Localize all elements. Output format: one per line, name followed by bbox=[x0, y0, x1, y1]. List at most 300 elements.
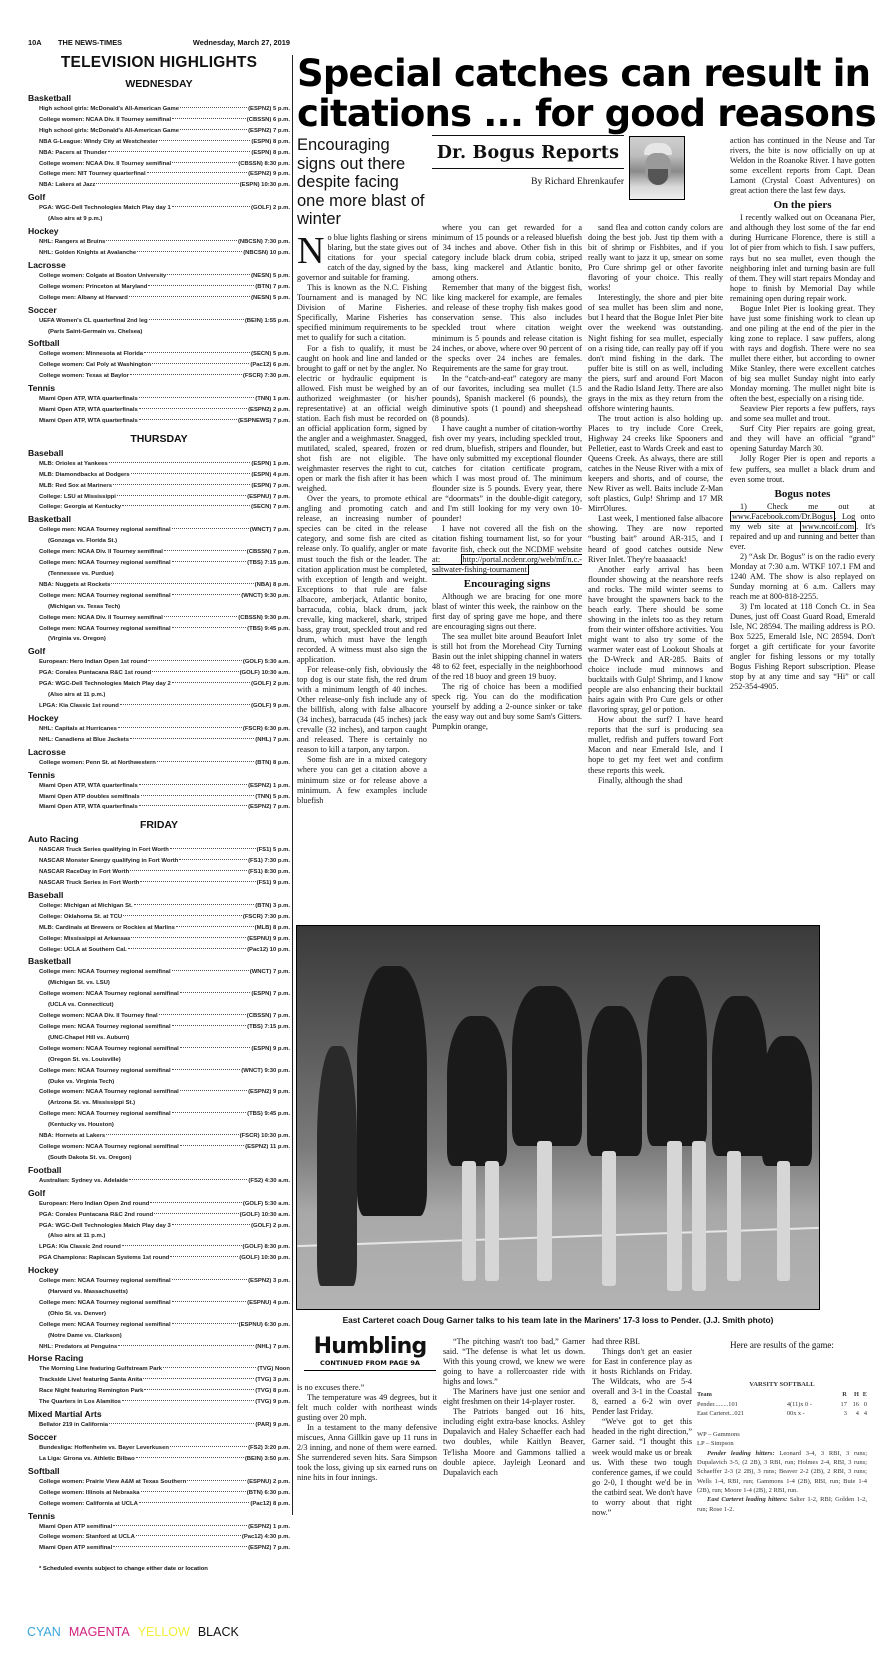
listing-event: College women: NCAA Tourney regional semifinal bbox=[39, 991, 179, 998]
listing-row bbox=[28, 967, 290, 978]
listing-event: La Liga: Girona vs. Athletic Bilbao bbox=[39, 1455, 135, 1462]
listing-event: College men: NIT Tourney quarterfinal bbox=[39, 171, 146, 178]
leader-dots bbox=[136, 1457, 244, 1458]
headline: Special catches can result in citations ... for good reasons bbox=[297, 52, 876, 135]
leader-dots bbox=[139, 408, 247, 409]
listing-event: PGA: WGC-Dell Technologies Match Play day 1 bbox=[39, 205, 171, 212]
listing-row bbox=[28, 1066, 290, 1077]
listing-channel-time: (BTN) 7 p.m. bbox=[255, 283, 290, 290]
listing-channel-time: (FSCR) 7:30 p.m. bbox=[242, 373, 290, 380]
player-figure bbox=[712, 996, 767, 1156]
listing-row bbox=[28, 1454, 290, 1465]
article-column-3 bbox=[588, 223, 723, 786]
leader-dots bbox=[172, 528, 249, 529]
listing-event: College men: NCAA Tourney regional semifinal bbox=[39, 592, 171, 599]
article-paragraph: Seaview Pier reports a few puffers, rays and some sea mullet and trout. bbox=[730, 404, 875, 424]
listing-channel-time: (ESPN2) 11 p.m. bbox=[245, 1143, 290, 1150]
listing-row bbox=[28, 1221, 290, 1232]
article-paragraph: where you can get rewarded for a minimum of 15 pounds or a released bluefish of 34 inches and above. Other fish in this category include black drum cobia, striped bass, king mackerel and Atlantic bonito, among others. bbox=[432, 223, 582, 283]
listing-event: College women: Texas at Baylor bbox=[39, 373, 129, 380]
listing-event: NASCAR Monster Energy qualifying in Fort Worth bbox=[39, 858, 179, 865]
sport-heading: Golf bbox=[28, 192, 46, 203]
listing-row bbox=[28, 701, 290, 712]
listing-event: MLB: Orioles at Yankees bbox=[39, 460, 108, 467]
continued-from: CONTINUED FROM PAGE 9A bbox=[304, 1359, 436, 1371]
listing-event: NHL: Capitals at Hurricanes bbox=[39, 725, 117, 732]
player-figure bbox=[762, 1036, 812, 1166]
leader-dots bbox=[134, 904, 255, 905]
listing-event: The Morning Line featuring Gulfstream Park bbox=[39, 1366, 163, 1373]
listing-channel-time: (GOLF) 2 p.m. bbox=[251, 1222, 290, 1229]
leader-dots bbox=[147, 172, 248, 173]
listing-channel-time: (WNCT) 9:30 p.m. bbox=[241, 592, 290, 599]
listing-row bbox=[28, 867, 290, 878]
leader-dots bbox=[109, 462, 251, 463]
leader-dots bbox=[118, 727, 242, 728]
listing-note: (Paris Saint-Germain vs. Chelsea) bbox=[48, 328, 143, 335]
listing-event: MLB: Cardinals at Brewers or Rockies at Marlins bbox=[39, 924, 175, 931]
listing-row bbox=[28, 613, 290, 624]
article-paragraph: Last week, I mentioned false albacore showing. They are now reported “busting bait” around AR-315, and I heard of good catches outside New River Inlet. They're baaaaack! bbox=[588, 514, 723, 564]
article-paragraph: Bogue Inlet Pier is looking great. They have just some finishing work to clean up and one piling at the end of the pier in the king zone to replace. I saw puffers, along with rays and dogfish. There were no sea mullet there either, but according to owner Mike Stanley, there were excellent catches of big sea mullet Sunday night into early Monday morning. The mullet night bite is often the best, especially on a rising tide. bbox=[730, 303, 875, 404]
listing-row bbox=[28, 203, 290, 214]
listing-row bbox=[28, 1499, 290, 1510]
byline: By Richard Ehrenkaufer bbox=[531, 177, 624, 187]
listing-channel-time: (TBS) 7:15 p.m. bbox=[247, 1024, 290, 1030]
listing-channel-time: (MLB) 8 p.m. bbox=[254, 924, 290, 931]
website-link[interactable]: www.ncoif.com bbox=[801, 521, 855, 531]
leader-dots bbox=[149, 319, 244, 320]
jump-head bbox=[304, 1336, 436, 1371]
masthead bbox=[28, 38, 290, 47]
humbling-column-2 bbox=[443, 1337, 585, 1478]
listing-event: Miami Open ATP semifinal bbox=[39, 1523, 113, 1530]
listing-event: European: Hero Indian Open 2nd round bbox=[39, 1200, 150, 1207]
listing-channel-time: (TBS) 9:45 p.m. bbox=[247, 1111, 290, 1118]
leader-dots bbox=[180, 992, 251, 993]
listing-event: Miami Open ATP doubles semifinals bbox=[39, 793, 140, 800]
leader-dots bbox=[123, 915, 242, 916]
winning-pitcher: WP – Gammons bbox=[697, 1431, 740, 1439]
sport-heading: Lacrosse bbox=[28, 746, 66, 757]
line-score-row: Pender.........101 4(11)x 0 - 17 16 0 bbox=[697, 1400, 867, 1408]
leader-dots bbox=[172, 162, 237, 163]
listing-channel-time: (SECN) 5 p.m. bbox=[251, 351, 290, 358]
listing-row bbox=[28, 668, 290, 679]
listing-channel-time: (CBSSN) 9:30 p.m. bbox=[238, 614, 290, 621]
listing-event: College women: NCAA Div. II Tourney final bbox=[39, 1013, 158, 1020]
box-score-title: VARSITY SOFTBALL bbox=[749, 1381, 815, 1388]
listing-channel-time: (ESPN2) 3 p.m. bbox=[248, 1278, 290, 1285]
leader-dots bbox=[117, 495, 246, 496]
sport-heading: Horse Racing bbox=[28, 1353, 84, 1364]
leader-dots bbox=[170, 848, 256, 849]
cmyk-registration bbox=[27, 1625, 239, 1639]
listing-event: LPGA: Kia Classic 1st round bbox=[39, 702, 119, 709]
losing-pitcher: LP – Simpson bbox=[697, 1440, 734, 1448]
leader-dots bbox=[141, 795, 255, 796]
listing-channel-time: (TNN) 5 p.m. bbox=[255, 793, 290, 800]
listing-channel-time: (ESPN) 8 p.m. bbox=[251, 138, 290, 145]
sport-heading: Tennis bbox=[28, 1510, 56, 1521]
results-intro: Here are results of the game: bbox=[730, 1340, 834, 1350]
listing-row bbox=[28, 180, 290, 191]
line-score-table bbox=[697, 1390, 867, 1418]
line-score-header bbox=[697, 1390, 867, 1399]
listing-channel-time: (CBSSN) 6 p.m. bbox=[246, 116, 290, 123]
listing-event: Bellator 219 in California bbox=[39, 1422, 109, 1429]
article-paragraph: “We've got to get this headed in the right direction,” Garner said. “I thought this week would make us or break us. With these two tough conference games, if we could go 2-0, I thought we'd be in the catbird seat. We don't have to worry about that right now.” bbox=[592, 1417, 692, 1517]
article-paragraph: This is known as the N.C. Fishing Tournament and is managed by NC Division of Marine Fisheries. Specifically, Marine Fisheries has specified minimum requirements to be met to qualify for such a citation. bbox=[297, 283, 427, 343]
leader-dots bbox=[148, 285, 254, 286]
lead-text: o blue lights flashing or sirens blaring, but the state gives out citations for your special catch of the day, signed by the governor and suitable for framing. bbox=[297, 233, 427, 283]
listing-row bbox=[28, 470, 290, 481]
page-number: 10A bbox=[28, 38, 42, 47]
listing-event: Race Night featuring Remington Park bbox=[39, 1388, 144, 1395]
article-paragraph: The Mariners have just one senior and eight freshmen on their 14-player roster. bbox=[443, 1387, 585, 1407]
listing-event: MLB: Diamondbacks at Dodgers bbox=[39, 471, 130, 478]
article-paragraph: Over the years, to promote ethical angling and promoting catch and release, an increasing number of species can be cited in the release category, and some fish are cited as release only. To qualify, angler or mate must touch the fish or the leader. The citation application must be completed, with exception of length and weight. Exceptions to that rule are false albacore, amberjack, Atlantic bonito, barracuda, cobia, black drum, jack crevalle, king mackerel, shark, striped bass, gray trout, speckled trout and red drum, which must have the length recorded. A witness must also sign the application. bbox=[297, 494, 427, 664]
listing-row bbox=[28, 525, 290, 536]
article-paragraph: For a fish to qualify, it must be caught on hook and line and landed or brought to gaff or net by the angler. No electric or hydraulic equipment is allowed. Fish must be weighed by an authorized weighmaster (or his/her representative) at an official weigh station. Each fish must be recorded on an official application form, signed by the angler and a weighmaster. Snagged, mutilated, scaled, speared, frozen or shot fish are not eligible. The weighmaster reserves the right to cut, open or mark the fish after it has been weighed. bbox=[297, 343, 427, 494]
listing-channel-time: (GOLF) 2 p.m. bbox=[251, 205, 290, 212]
listing-event: Miami Open ATP, WTA quarterfinals bbox=[39, 782, 138, 789]
article-paragraph: The temperature was 49 degrees, but it felt much colder with northeast winds gusting over 20 mph. bbox=[297, 1393, 437, 1423]
listing-note: (Harvard vs. Massachusetts) bbox=[48, 1289, 128, 1296]
listing-channel-time: (FS1) 7:30 p.m. bbox=[248, 858, 290, 865]
listing-row bbox=[28, 1210, 290, 1221]
sport-heading: Baseball bbox=[28, 447, 64, 458]
leader-dots bbox=[172, 682, 250, 683]
article-paragraph: The Patriots banged out 16 hits, including eight extra-base knocks. Ashley Dupalavich and Haley Schaeffer each had two doubles, while Kaitlyn Beaver, Te'lisha Moore and Gammons tallied a double apiece. Jayleigh Leonard and Dupalavich each bbox=[443, 1407, 585, 1477]
listing-channel-time: (FSCR) 6:30 p.m. bbox=[242, 725, 290, 732]
leg-shape bbox=[537, 1141, 552, 1281]
box-score bbox=[697, 1380, 867, 1514]
leader-dots bbox=[139, 397, 255, 398]
listing-row bbox=[28, 580, 290, 591]
listing-row bbox=[28, 912, 290, 923]
photo-caption: East Carteret coach Doug Garner talks to his team late in the Mariners' 17-3 loss to Pender. (J.J. Smith photo) bbox=[342, 1315, 774, 1325]
listing-event: European: Hero Indian Open 1st round bbox=[39, 659, 148, 666]
note-text: . Log onto my web site at bbox=[730, 511, 875, 531]
listing-channel-time: (GOLF) 5:30 a.m. bbox=[242, 659, 290, 666]
header-hits: H bbox=[854, 1391, 859, 1399]
listing-row bbox=[28, 481, 290, 492]
leg-shape bbox=[777, 1161, 790, 1281]
leader-dots bbox=[128, 948, 246, 949]
leader-dots bbox=[176, 926, 254, 927]
listing-row bbox=[28, 1477, 290, 1488]
leader-dots bbox=[137, 251, 242, 252]
listing-channel-time: (Pac12) 4:30 p.m. bbox=[241, 1534, 290, 1541]
listing-row bbox=[28, 1488, 290, 1499]
cmyk-label: YELLOW bbox=[137, 1625, 190, 1639]
listing-row bbox=[28, 547, 290, 558]
header-runs: R bbox=[842, 1391, 847, 1399]
listing-channel-time: (FS1) 5 p.m. bbox=[256, 847, 290, 854]
listing-event: NBA: Hornets at Lakers bbox=[39, 1133, 106, 1140]
listing-row bbox=[28, 371, 290, 382]
listing-event: College women: Prairie View A&M at Texas Southern bbox=[39, 1478, 187, 1485]
leader-dots bbox=[113, 1546, 247, 1547]
listing-row bbox=[28, 591, 290, 602]
paper-name: THE NEWS-TIMES bbox=[58, 38, 123, 47]
listing-channel-time: (NESN) 5 p.m. bbox=[251, 272, 290, 279]
leader-dots bbox=[131, 937, 246, 938]
listing-event: MLB: Red Sox at Mariners bbox=[39, 482, 112, 489]
listing-note: (Also airs at 9 p.m.) bbox=[48, 216, 103, 223]
listing-row bbox=[28, 1543, 290, 1554]
listing-channel-time: (ESPN2) 7 p.m. bbox=[248, 127, 290, 134]
header-team: Team bbox=[697, 1391, 712, 1399]
listing-channel-time: (FS1) 8:30 p.m. bbox=[248, 869, 290, 876]
listing-channel-time: (Pac12) 10 p.m. bbox=[247, 946, 290, 953]
leader-dots bbox=[131, 473, 251, 474]
listing-row bbox=[28, 137, 290, 148]
listing-event: PGA: WGC-Dell Technologies Match Play day 3 bbox=[39, 1222, 171, 1229]
listing-channel-time: (NBCSN) 7:30 p.m. bbox=[237, 239, 290, 246]
leader-dots bbox=[108, 151, 251, 152]
leader-dots bbox=[172, 561, 247, 562]
leader-dots bbox=[180, 129, 247, 130]
listing-channel-time: (GOLF) 10:30 p.m. bbox=[239, 1255, 290, 1262]
listing-event: College: UCLA at Southern Cal. bbox=[39, 946, 127, 953]
leader-dots bbox=[172, 970, 249, 971]
listing-event: College men: NCAA Tourney regional semifinal bbox=[39, 625, 171, 632]
listing-channel-time: (GOLF) 2 p.m. bbox=[251, 681, 290, 688]
article-paragraph bbox=[432, 524, 582, 574]
listing-note: (Virginia vs. Oregon) bbox=[48, 636, 106, 643]
tv-title: TELEVISION HIGHLIGHTS bbox=[60, 54, 258, 71]
listing-row bbox=[28, 1375, 290, 1386]
listing-row bbox=[28, 1022, 290, 1033]
article-paragraph: I recently walked out on Oceanana Pier, and although they lost some of the far end during Hurricane Florence, there is still a lot of pier from which to fish. I saw puffers, rays but no sea mullet, even though the neighboring inlet and turning basin are full of them. They will start repairs Monday and hope to finish by Memorial Day while remaining open during repair work. bbox=[730, 213, 875, 303]
leader-dots bbox=[164, 550, 246, 551]
leader-dots bbox=[122, 505, 250, 506]
listing-channel-time: (NBCSN) 10 p.m. bbox=[243, 249, 290, 256]
listing-channel-time: (ESPNU) 6:30 p.m. bbox=[238, 1321, 290, 1328]
listing-event: Miami Open ATP, WTA quarterfinals bbox=[39, 417, 138, 424]
listing-channel-time: (CBSSN) 7 p.m. bbox=[246, 1013, 290, 1020]
leader-dots bbox=[109, 1423, 254, 1424]
leader-dots bbox=[148, 660, 242, 661]
leader-dots bbox=[164, 616, 237, 617]
listing-row bbox=[28, 492, 290, 503]
author-photo bbox=[629, 136, 685, 200]
listing-event: College men: NCAA Tourney regional semifinal bbox=[39, 560, 171, 567]
listing-event: Miami Open ATP, WTA quarterfinals bbox=[39, 804, 138, 811]
leader-dots bbox=[106, 240, 237, 241]
listing-event: College: Oklahoma St. at TCU bbox=[39, 913, 123, 920]
listing-event: NHL: Rangers at Bruins bbox=[39, 239, 106, 246]
listing-row bbox=[28, 148, 290, 159]
listing-row bbox=[28, 802, 290, 813]
article-paragraph: Although we are bracing for one more blast of winter this week, the rainbow on the first day of spring gave me hope, and there are encouraging signs out there. bbox=[432, 591, 582, 631]
listing-channel-time: (TVG) 3 p.m. bbox=[255, 1377, 290, 1384]
listing-channel-time: (BTN) 6:30 p.m. bbox=[246, 1489, 290, 1496]
sport-heading: Softball bbox=[28, 338, 60, 349]
listing-channel-time: (FS2) 3:20 p.m. bbox=[248, 1445, 290, 1451]
listing-event: PGA Champions: Rapiscan Systems 1st round bbox=[39, 1255, 170, 1262]
listing-row bbox=[28, 459, 290, 470]
listing-channel-time: (Pac12) 6 p.m. bbox=[250, 362, 290, 369]
leader-dots bbox=[172, 1069, 241, 1070]
listing-channel-time: (ESPN2) 9 p.m. bbox=[248, 171, 290, 178]
drop-cap: N bbox=[297, 230, 325, 272]
listing-event: College: Georgia at Kentucky bbox=[39, 504, 122, 511]
listing-note: (Ohio St. vs. Denver) bbox=[48, 1310, 106, 1317]
player-figure bbox=[587, 1006, 642, 1156]
listing-event: NBA: Lakers at Jazz bbox=[39, 182, 96, 189]
line-score-row: East Carteret...021 00x x - 3 4 4 bbox=[697, 1409, 867, 1417]
listing-event: College women: NCAA Tourney regional semifinal bbox=[39, 1045, 179, 1052]
listing-row bbox=[28, 735, 290, 746]
leader-dots bbox=[180, 1145, 244, 1146]
listing-row bbox=[28, 1242, 290, 1253]
article-paragraph: For release-only fish, obviously the top dog is our state fish, the red drum with a minimum length of 40 inches. Other release-only fish include any of the billfish, along with false albacore (34 inches), barracuda (45 inches) jack crevalle (32 inches), and tarpon caught and released. There is certainly no reason to kill a tarpon, any tarpon. bbox=[297, 665, 427, 755]
listing-row bbox=[28, 349, 290, 360]
article-paragraph: Jolly Roger Pier is open and reports a few puffers, sea mullet a black drum and even some trout. bbox=[730, 454, 875, 484]
listing-note: (Michigan St. vs. LSU) bbox=[48, 980, 110, 987]
catcher-figure bbox=[317, 1046, 357, 1286]
leader-dots bbox=[152, 671, 238, 672]
listing-channel-time: (ESPN) 7 p.m. bbox=[251, 482, 290, 489]
leader-dots bbox=[129, 296, 250, 297]
ncdmf-link[interactable]: http://portal.ncdenr.org/web/mf/n.c.-saltwater-fishing-tournament bbox=[432, 554, 582, 574]
article-paragraph: The rig of choice has been a modified speck rig. You can do the modification yourself by adding a 2-ounce sinker or take the easy way out and buy some Sam's Gitters. Pumpkin orange, bbox=[432, 682, 582, 732]
listing-event: Miami Open ATP, WTA quarterfinals bbox=[39, 396, 138, 403]
listing-event: High school girls: McDonald's All-American Game bbox=[39, 127, 179, 134]
leader-dots bbox=[172, 1279, 248, 1280]
sport-heading: Basketball bbox=[28, 956, 71, 967]
listing-event: Miami Open ATP semifinal bbox=[39, 1545, 113, 1552]
note-text: 1) Check me out at bbox=[740, 501, 875, 511]
listing-row bbox=[28, 1131, 290, 1142]
listing-event: The Quarters in Los Alamitos bbox=[39, 1399, 121, 1406]
listing-event: College men: NCAA Tourney regional semifinal bbox=[39, 1111, 171, 1118]
leader-dots bbox=[139, 784, 247, 785]
listing-event: NASCAR Truck Series qualifying in Fort Worth bbox=[39, 847, 169, 854]
listing-channel-time: (TVG) Noon bbox=[257, 1366, 290, 1373]
listing-channel-time: (FSCR) 10:30 p.m. bbox=[239, 1133, 290, 1140]
subhead: Encouraging signs bbox=[463, 577, 551, 590]
leader-dots bbox=[136, 1535, 241, 1536]
listing-event: NHL: Predators at Penguins bbox=[39, 1343, 118, 1350]
sport-heading: Mixed Martial Arts bbox=[28, 1409, 102, 1420]
listing-event: College women: Princeton at Maryland bbox=[39, 283, 148, 290]
listing-channel-time: (ESPNU) 2 p.m. bbox=[247, 1478, 290, 1485]
listing-event: College: LSU at Mississippi bbox=[39, 493, 116, 500]
listing-event: College men: NCAA Tourney regional semifinal bbox=[39, 527, 171, 534]
listing-channel-time: (TVG) 8 p.m. bbox=[255, 1388, 290, 1395]
article-paragraph: In a testament to the many defensive miscues, Anna Gillkin gave up 11 runs in 2/3 inning, and none of them were earned. She surrendered seven hits. Sara Simpson took the loss, giving up six earned runs on nine hits in four innings. bbox=[297, 1423, 437, 1483]
sport-heading: Hockey bbox=[28, 1265, 59, 1276]
listing-note: (South Dakota St. vs. Oregon) bbox=[48, 1154, 132, 1161]
leader-dots bbox=[139, 1502, 250, 1503]
listing-row bbox=[28, 657, 290, 668]
listing-row bbox=[28, 901, 290, 912]
listing-event: NHL: Golden Knights at Avalanche bbox=[39, 249, 137, 256]
sport-heading: Tennis bbox=[28, 383, 56, 394]
listing-row bbox=[28, 1364, 290, 1375]
listing-channel-time: (NHL) 7 p.m. bbox=[255, 1343, 290, 1350]
listing-note: (Also airs at 11 p.m.) bbox=[48, 1233, 106, 1240]
leader-dots bbox=[118, 1345, 254, 1346]
sport-heading: Softball bbox=[28, 1465, 60, 1476]
listing-row bbox=[28, 1522, 290, 1533]
listing-note: (Arizona St. vs. Mississippi St.) bbox=[48, 1100, 136, 1107]
column-divider bbox=[292, 55, 293, 1515]
leader-dots bbox=[157, 761, 254, 762]
listing-row bbox=[28, 1443, 290, 1454]
listing-row bbox=[28, 758, 290, 769]
listing-channel-time: (GOLF) 9 p.m. bbox=[251, 702, 290, 709]
listing-channel-time: (FS1) 9 p.m. bbox=[256, 880, 290, 887]
listing-event: College: Mississippi at Arkansas bbox=[39, 935, 131, 942]
listing-row bbox=[28, 1044, 290, 1055]
leader-dots bbox=[150, 1202, 242, 1203]
header-errors: E bbox=[862, 1391, 867, 1399]
listing-event: NBA: Nuggets at Rockets bbox=[39, 581, 111, 588]
listing-row bbox=[28, 360, 290, 371]
listing-event: College women: NCAA Div. II Tourney semifinal bbox=[39, 160, 172, 167]
listing-event: College women: NCAA Tourney regional semifinal bbox=[39, 1089, 179, 1096]
tv-footnote: * Scheduled events subject to change either date or location bbox=[39, 1566, 208, 1573]
leader-dots bbox=[113, 484, 250, 485]
listing-channel-time: (GOLF) 10:30 a.m. bbox=[239, 1211, 290, 1218]
listing-channel-time: (ESPNU) 7 p.m. bbox=[247, 493, 290, 500]
article-paragraph: is no excuses there.” bbox=[297, 1383, 365, 1392]
listing-channel-time: (WNCT) 7 p.m. bbox=[249, 527, 290, 534]
leader-dots bbox=[139, 419, 237, 420]
listing-event: College women: Cal Poly at Washington bbox=[39, 362, 152, 369]
listing-event: Australian: Sydney vs. Adelaide bbox=[39, 1177, 129, 1184]
listing-row bbox=[28, 394, 290, 405]
listing-channel-time: (ESPNEWS) 7 p.m. bbox=[237, 417, 290, 424]
leader-dots bbox=[96, 183, 238, 184]
listing-channel-time: (GOLF) 8:30 p.m. bbox=[242, 1244, 290, 1251]
listing-row bbox=[28, 1320, 290, 1331]
listing-channel-time: (BEIN) 3:50 p.m. bbox=[244, 1455, 290, 1462]
sport-heading: Hockey bbox=[28, 226, 59, 237]
listing-event: NASCAR RaceDay in Fort Worth bbox=[39, 869, 130, 876]
leader-dots bbox=[180, 107, 247, 108]
article-paragraph: The sea mullet bite around Beaufort Inlet is still hot from the Morehead City Turning Basin out the inlet shipping channel in waters 48 to 62 feet, especially in the neighborhood of the red 18 buoy and green 19 buoy. bbox=[432, 631, 582, 682]
subhead: On the piers bbox=[773, 199, 832, 212]
note-1 bbox=[730, 502, 875, 552]
listing-row bbox=[28, 624, 290, 635]
cmyk-label: CYAN bbox=[27, 1625, 61, 1639]
day-heading: FRIDAY bbox=[139, 819, 179, 832]
sport-heading: Soccer bbox=[28, 304, 57, 315]
leader-dots bbox=[122, 1400, 254, 1401]
facebook-link[interactable]: www.Facebook.com/Dr.Bogus bbox=[732, 511, 833, 521]
listing-event: NBA: Pacers at Thunder bbox=[39, 149, 107, 156]
listing-event: NASCAR Truck Series in Fort Worth bbox=[39, 880, 140, 887]
subhead: Bogus notes bbox=[774, 487, 831, 500]
leader-dots bbox=[179, 859, 247, 860]
listing-row bbox=[28, 1420, 290, 1431]
listing-row bbox=[28, 781, 290, 792]
listing-row bbox=[28, 845, 290, 856]
logo-rule-bottom bbox=[432, 168, 624, 169]
listing-event: College men: NCAA Div. II Tourney semifinal bbox=[39, 614, 163, 621]
listing-event: College: Michigan at Michigan St. bbox=[39, 902, 133, 909]
leader-dots bbox=[143, 1378, 254, 1379]
leader-dots bbox=[139, 805, 247, 806]
listing-event: UEFA Women's CL quarterfinal 2nd leg bbox=[39, 317, 148, 324]
listing-row bbox=[28, 792, 290, 803]
